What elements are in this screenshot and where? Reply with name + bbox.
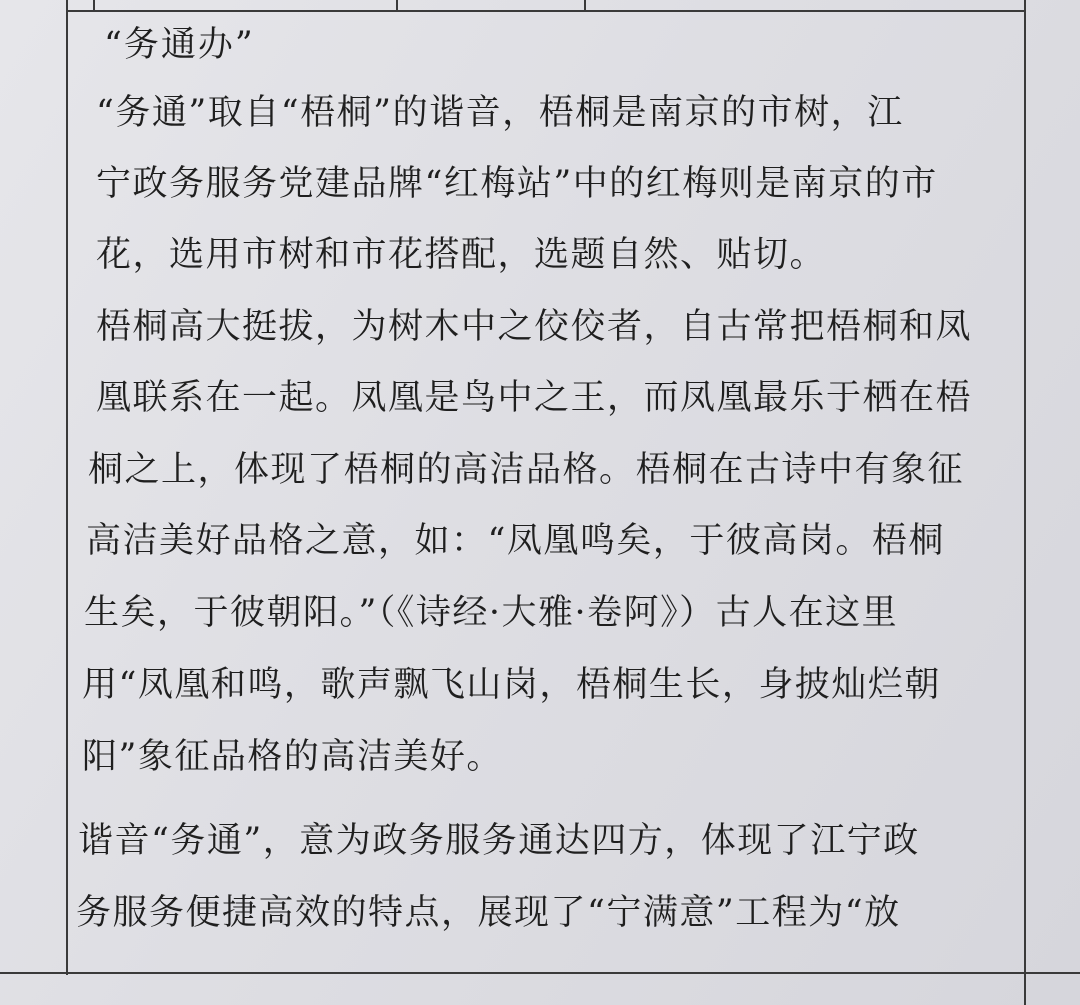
text-line: 生矣，于彼朝阳。”（《诗经·大雅·卷阿》）古人在这里 [84,593,899,633]
text-line: 凰联系在一起。凤凰是鸟中之王，而凤凰最乐于栖在梧 [96,378,973,418]
text-line: “务通”取自“梧桐”的谐音，梧桐是南京的市树，江 [96,93,904,133]
text-line: 桐之上，体现了梧桐的高洁品格。梧桐在古诗中有象征 [88,450,965,490]
text-line: 用“凤凰和鸣，歌声飘飞山岗，梧桐生长，身披灿烂朝 [82,665,941,705]
section-heading: “务通办” [104,25,255,65]
text-line: 梧桐高大挺拔，为树木中之佼佼者，自古常把梧桐和凤 [96,307,973,347]
table-column-divider [396,0,398,11]
text-line: 阳”象征品格的高洁美好。 [82,737,503,777]
table-left-border [66,0,68,975]
text-line: 宁政务服务党建品牌“红梅站”中的红梅则是南京的市 [96,164,938,204]
text-line: 谐音“务通”，意为政务服务通达四方，体现了江宁政 [78,821,920,861]
table-bottom-border [0,972,1080,974]
table-column-divider [93,0,95,11]
table-top-border [66,10,1026,12]
text-line: 务服务便捷高效的特点，展现了“宁满意”工程为“放 [76,893,901,933]
text-line: 高洁美好品格之意，如：“凤凰鸣矣，于彼高岗。梧桐 [86,521,945,561]
table-cell-content [76,14,1016,969]
table-column-divider [584,0,586,11]
text-line: 花，选用市树和市花搭配，选题自然、贴切。 [96,235,827,275]
